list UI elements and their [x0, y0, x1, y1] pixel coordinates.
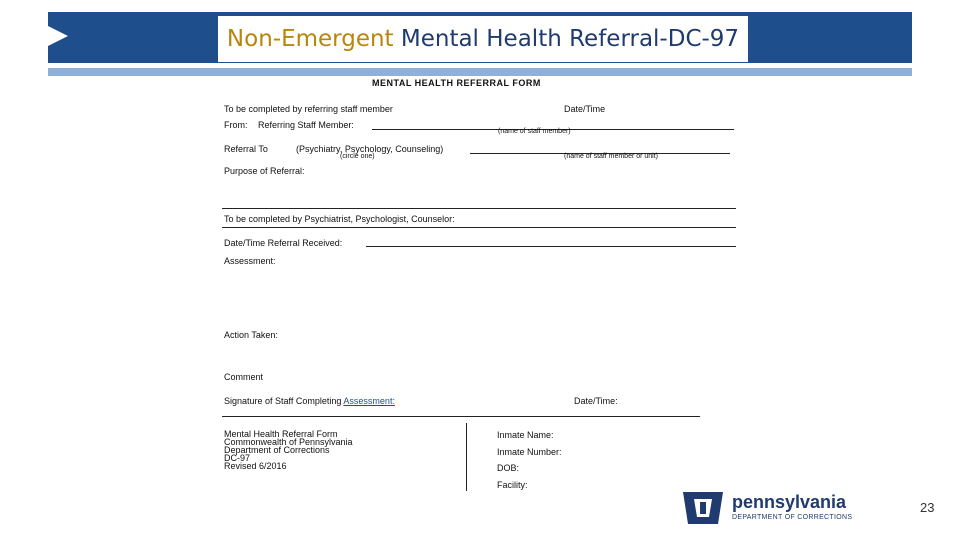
page-number: 23: [920, 500, 935, 515]
date-time-received-label: Date/Time Referral Received:: [224, 238, 343, 248]
assessment-label: Assessment:: [224, 256, 276, 266]
logo-word: pennsylvania: [732, 492, 847, 512]
form-heading: MENTAL HEALTH REFERRAL FORM: [372, 78, 541, 88]
footer-left-4: DC-97: [224, 453, 251, 463]
title-accent: Non-Emergent: [226, 26, 394, 52]
signature-line: [222, 416, 700, 417]
purpose-line: [222, 208, 736, 209]
sub-bar: [48, 68, 912, 76]
date-time-received-line: [366, 246, 736, 247]
referral-to-label: Referral To: [224, 144, 268, 154]
referring-staff-member-label: Referring Staff Member:: [258, 120, 354, 130]
arrow-icon: [48, 26, 68, 46]
date-time-colon-label: Date/Time:: [574, 396, 618, 406]
name-of-staff-hint: (name of staff member): [498, 128, 571, 135]
pa-doc-logo: [680, 490, 880, 526]
inmate-name-label: Inmate Name:: [497, 430, 554, 440]
title-bar: [48, 12, 912, 63]
comment-label: Comment: [224, 372, 264, 382]
footer-left-5: Revised 6/2016: [224, 461, 287, 471]
footer-divider: [466, 423, 467, 491]
dob-label: DOB:: [497, 463, 520, 473]
logo-dept: DEPARTMENT OF CORRECTIONS: [732, 514, 853, 521]
psych-line: [222, 227, 736, 228]
action-taken-label: Action Taken:: [224, 330, 278, 340]
slide-title: [218, 26, 748, 52]
completed-by-psych: To be completed by Psychiatrist, Psychologist, Counselor:: [224, 214, 455, 224]
from-label: From:: [224, 120, 248, 130]
inmate-number-label: Inmate Number:: [497, 447, 562, 457]
footer-left-1: Mental Health Referral Form: [224, 429, 338, 439]
referral-options: (Psychiatry, Psychology, Counseling): [296, 144, 444, 154]
facility-label: Facility:: [497, 480, 528, 490]
footer-left-2: Commonwealth of Pennsylvania: [224, 437, 353, 447]
title-box: [218, 16, 748, 62]
completed-by-referring: To be completed by referring staff member: [224, 104, 393, 114]
purpose-label: Purpose of Referral:: [224, 166, 305, 176]
footer-left-3: Department of Corrections: [224, 445, 330, 455]
date-time-label: Date/Time: [564, 104, 606, 114]
signature-label: [224, 396, 395, 406]
circle-one-hint: (circle one): [340, 153, 375, 160]
keystone-icon: [680, 490, 726, 526]
name-of-staff-or-unit-hint: (name of staff member or unit): [564, 153, 659, 160]
title-rest: Mental Health Referral-DC-97: [393, 26, 740, 52]
referral-form: [222, 78, 742, 498]
assessment-link[interactable]: Assessment:: [343, 396, 395, 406]
signature-text: Signature of Staff Completing: [224, 396, 342, 406]
